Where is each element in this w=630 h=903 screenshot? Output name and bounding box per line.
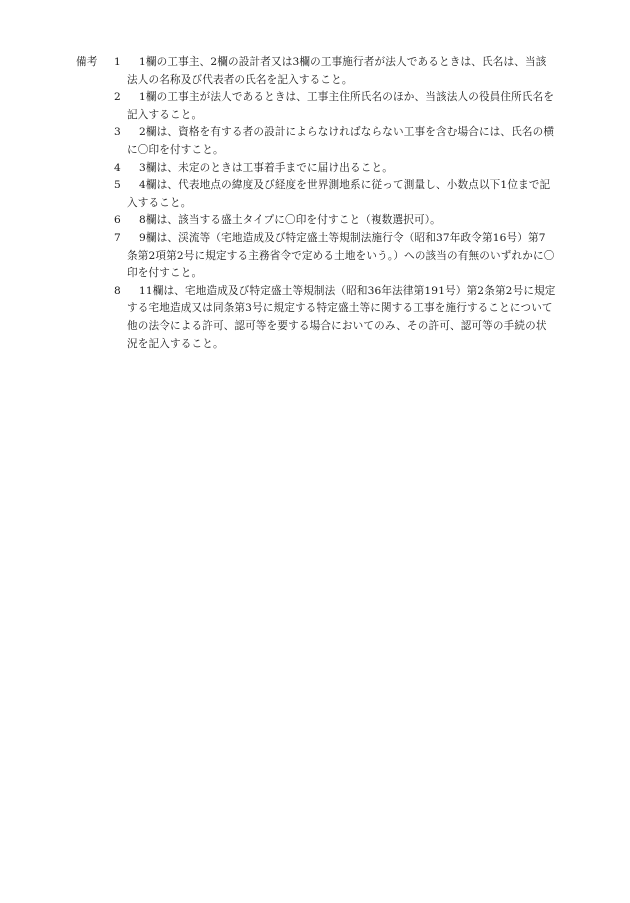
note-item [76, 124, 556, 159]
note-item [76, 230, 556, 283]
note-text: 2欄は、資格を有する者の設計によらなければならない工事を含む場合には、氏名の横に〇印を付すこと。 [127, 126, 555, 156]
note-number: 3 [114, 126, 121, 139]
note-number: 6 [114, 214, 121, 227]
note-number: 4 [114, 161, 121, 174]
note-number: 2 [114, 91, 121, 104]
note-item [76, 89, 556, 124]
note-item [76, 212, 556, 230]
note-item [76, 283, 556, 353]
note-item [76, 177, 556, 212]
note-number: 8 [114, 284, 121, 297]
note-item [76, 54, 556, 89]
note-text: 4欄は、代表地点の緯度及び経度を世界測地系に従って測量し、小数点以下1位まで記入すること。 [127, 179, 551, 209]
note-number: 5 [114, 179, 121, 192]
note-number: 1 [114, 56, 121, 68]
note-text: 9欄は、渓流等（宅地造成及び特定盛土等規制法施行令（昭和37年政令第16号）第7条第2項第2号に規定する主務省令で定める土地をいう。）への該当の有無のいずれかに〇印を付すこと。 [127, 231, 555, 280]
note-text: 3欄は、未定のときは工事着手までに届け出ること。 [139, 161, 393, 174]
note-text: 11欄は、宅地造成及び特定盛土等規制法（昭和36年法律第191号）第2条第2号に規定する宅地造成又は同条第3号に規定する特定盛土等に関する工事を施行することについて他の法令による許可、認可等を要する場合においてのみ、その許可、認可等の手続の状況を記入すること。 [127, 284, 556, 350]
remarks-section [76, 54, 556, 353]
note-text: 1欄の工事主、2欄の設計者又は3欄の工事施行者が法人であるときは、氏名は、当該法人の名称及び代表者の氏名を記入すること。 [127, 56, 547, 86]
remarks-heading: 備考 [76, 56, 98, 68]
note-text: 8欄は、該当する盛土タイプに〇印を付すこと（複数選択可）。 [139, 214, 441, 227]
note-item [76, 160, 556, 178]
note-number: 7 [114, 231, 121, 244]
note-text: 1欄の工事主が法人であるときは、工事主住所氏名のほか、当該法人の役員住所氏名を記入すること。 [127, 91, 555, 121]
